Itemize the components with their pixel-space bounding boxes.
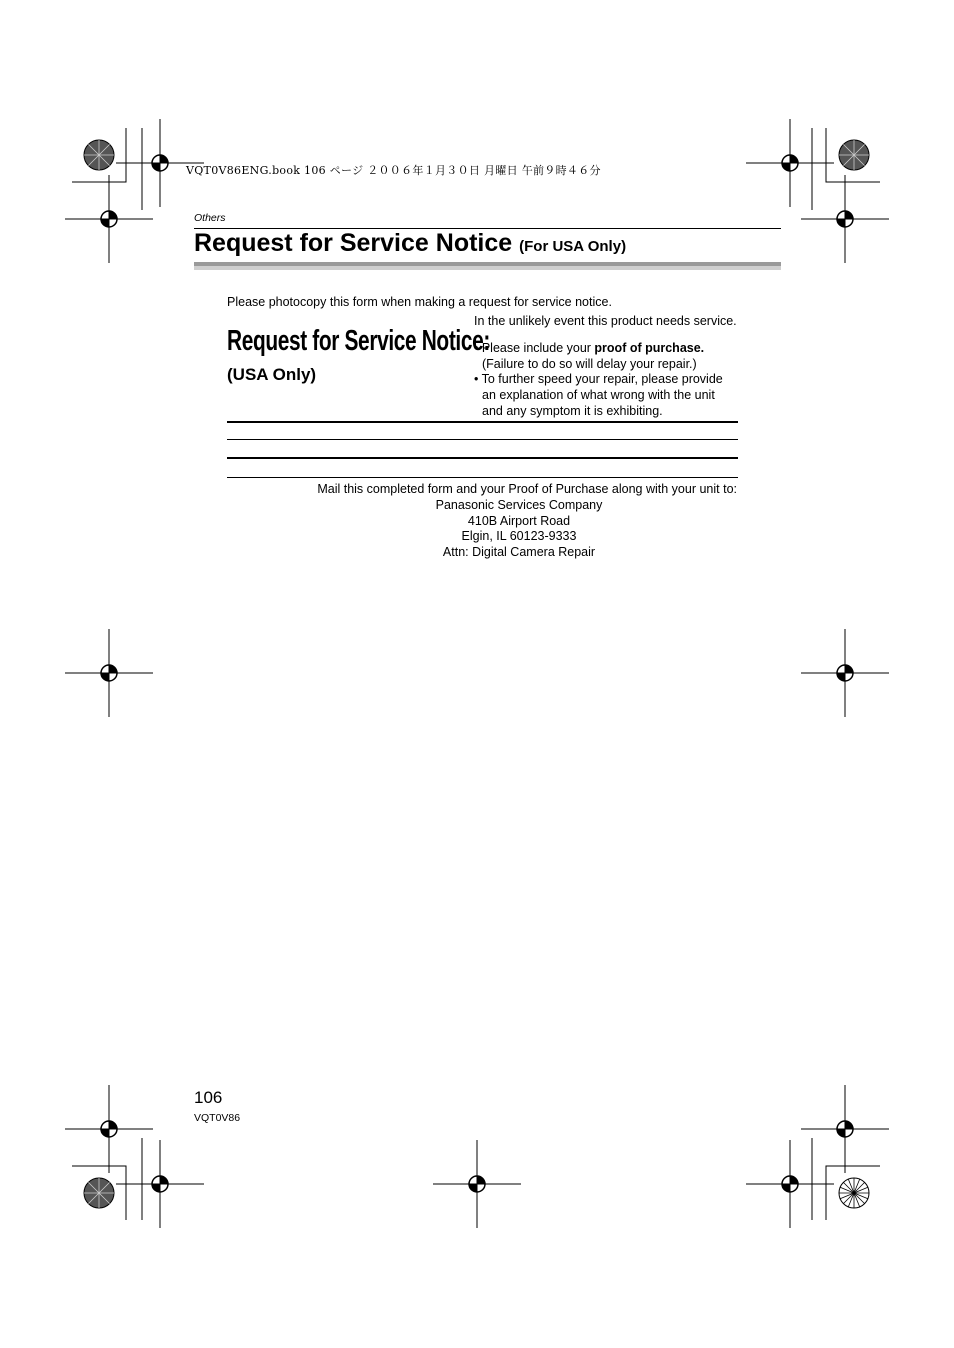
bullet2-line2: an explanation of what wrong with the unit [482, 388, 715, 403]
form-line [227, 439, 738, 440]
page-number: 106 [194, 1088, 223, 1107]
page-title-main: Request for Service Notice [194, 229, 513, 257]
section-label: Others [194, 212, 226, 224]
list-item [474, 372, 744, 388]
bullet1-text: • Please include your [474, 341, 595, 355]
address-attn: Attn: Digital Camera Repair [442, 545, 596, 560]
intro-text: Please photocopy this form when making a request for service notice. [227, 295, 612, 309]
form-line [227, 477, 738, 478]
address-street: 410B Airport Road [467, 513, 571, 528]
page-title [194, 229, 626, 258]
document-code: VQT0V86 [194, 1112, 241, 1124]
list-item [474, 341, 744, 357]
address-city: Elgin, IL 60123-9333 [461, 529, 577, 544]
address-company: Panasonic Services Company [435, 498, 603, 512]
event-text: In the unlikely event this product needs service. [474, 314, 737, 328]
form-line [227, 421, 738, 423]
instruction-list [474, 341, 744, 420]
bullet2-line3: and any symptom it is exhibiting. [482, 403, 663, 418]
page-title-sub: (For USA Only) [519, 238, 627, 255]
bullet1-bold: proof of purchase. [594, 341, 705, 355]
form-title: Request for Service Notice: [227, 325, 490, 357]
print-header: VQT0V86ENG.book 106 ページ ２００６年１月３０日 月曜日 午前９時４６分 [186, 164, 601, 177]
title-underline-shade [194, 266, 781, 270]
form-line [227, 457, 738, 459]
mail-instruction: Mail this completed form and your Proof of Purchase along with your unit to: [317, 482, 737, 496]
form-subtitle: (USA Only) [227, 365, 317, 384]
mailing-address [300, 498, 738, 561]
bullet1-note: (Failure to do so will delay your repair.) [482, 356, 697, 371]
bullet2-line1: • To further speed your repair, please provide [474, 372, 723, 387]
